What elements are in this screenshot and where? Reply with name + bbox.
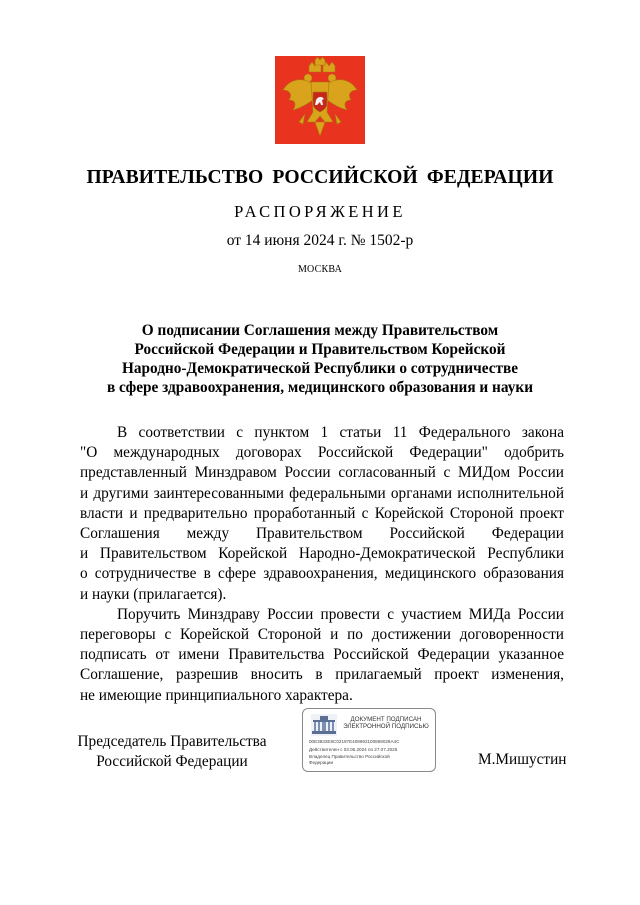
document-city: МОСКВА bbox=[297, 264, 343, 275]
stamp-title-line: ДОКУМЕНТ ПОДПИСАН bbox=[350, 716, 422, 723]
body-line: и другими заинтересованными федеральными органами исполнительной bbox=[80, 484, 564, 502]
document-subject bbox=[80, 322, 560, 398]
signatory-position bbox=[74, 732, 270, 771]
government-title: ПРАВИТЕЛЬСТВО РОССИЙСКОЙ ФЕДЕРАЦИИ bbox=[86, 167, 554, 188]
body-line: и Правительством Корейской Народно-Демократической Республики bbox=[80, 545, 564, 563]
body-line: и науки (прилагается). bbox=[80, 585, 227, 603]
body-line: о сотрудничестве в сфере здравоохранения, медицинского образования bbox=[80, 565, 564, 583]
subject-line: Российской Федерации и Правительством Корейской bbox=[134, 340, 506, 358]
document-type: РАСПОРЯЖЕНИЕ bbox=[234, 202, 406, 221]
subject-line: О подписании Соглашения между Правительством bbox=[141, 322, 499, 339]
document-body bbox=[80, 423, 564, 706]
stamp-certificate: 00E3832E8C02197E408692100869028A4C bbox=[309, 739, 400, 744]
body-line: не имеющие принципиального характера. bbox=[80, 686, 353, 704]
electronic-signature-stamp bbox=[302, 708, 436, 772]
stamp-owner: Федерации bbox=[309, 760, 334, 765]
body-line: В соответствии с пунктом 1 статьи 11 Федерального закона bbox=[117, 424, 564, 441]
stamp-title-line: ЭЛЕКТРОННОЙ ПОДПИСЬЮ bbox=[343, 723, 429, 731]
stamp-owner: Владелец Правительство Российской bbox=[309, 754, 390, 759]
body-line: Соглашение, разрешив вносить в прилагаемый проект изменения, bbox=[80, 666, 564, 684]
government-building-icon bbox=[311, 714, 337, 736]
document-date-number: от 14 июня 2024 г. № 1502-р bbox=[226, 232, 414, 249]
body-line: власти и предварительно проработанный с Корейской Стороной проект bbox=[80, 504, 564, 522]
stamp-validity: Действителен с 03.05.2024 по 27.07.2025 bbox=[309, 747, 398, 752]
body-line: подписать от имени Правительства Российской Федерации указанное bbox=[80, 646, 564, 664]
body-line: Соглашения между Правительством Российской Федерации bbox=[80, 525, 564, 543]
signatory-position-line: Председатель Правительства bbox=[77, 733, 267, 750]
signatory-name: М.Мишустин bbox=[478, 751, 567, 768]
stamp-title bbox=[339, 716, 433, 730]
subject-line: Народно-Демократической Республики о сотрудничестве bbox=[121, 359, 519, 377]
subject-line: в сфере здравоохранения, медицинского образования и науки bbox=[106, 378, 534, 396]
body-line: "О международных договорах Российской Федерации" одобрить bbox=[80, 444, 564, 462]
body-line: представленный Минздравом России согласованный с МИДом России bbox=[80, 464, 564, 482]
signatory-position-line: Российской Федерации bbox=[96, 752, 248, 770]
emblem-icon bbox=[275, 56, 365, 144]
body-line: переговоры с Корейской Стороной и по достижении договоренности bbox=[80, 626, 564, 644]
body-line: Поручить Минздраву России провести с участием МИДа России bbox=[117, 605, 564, 623]
